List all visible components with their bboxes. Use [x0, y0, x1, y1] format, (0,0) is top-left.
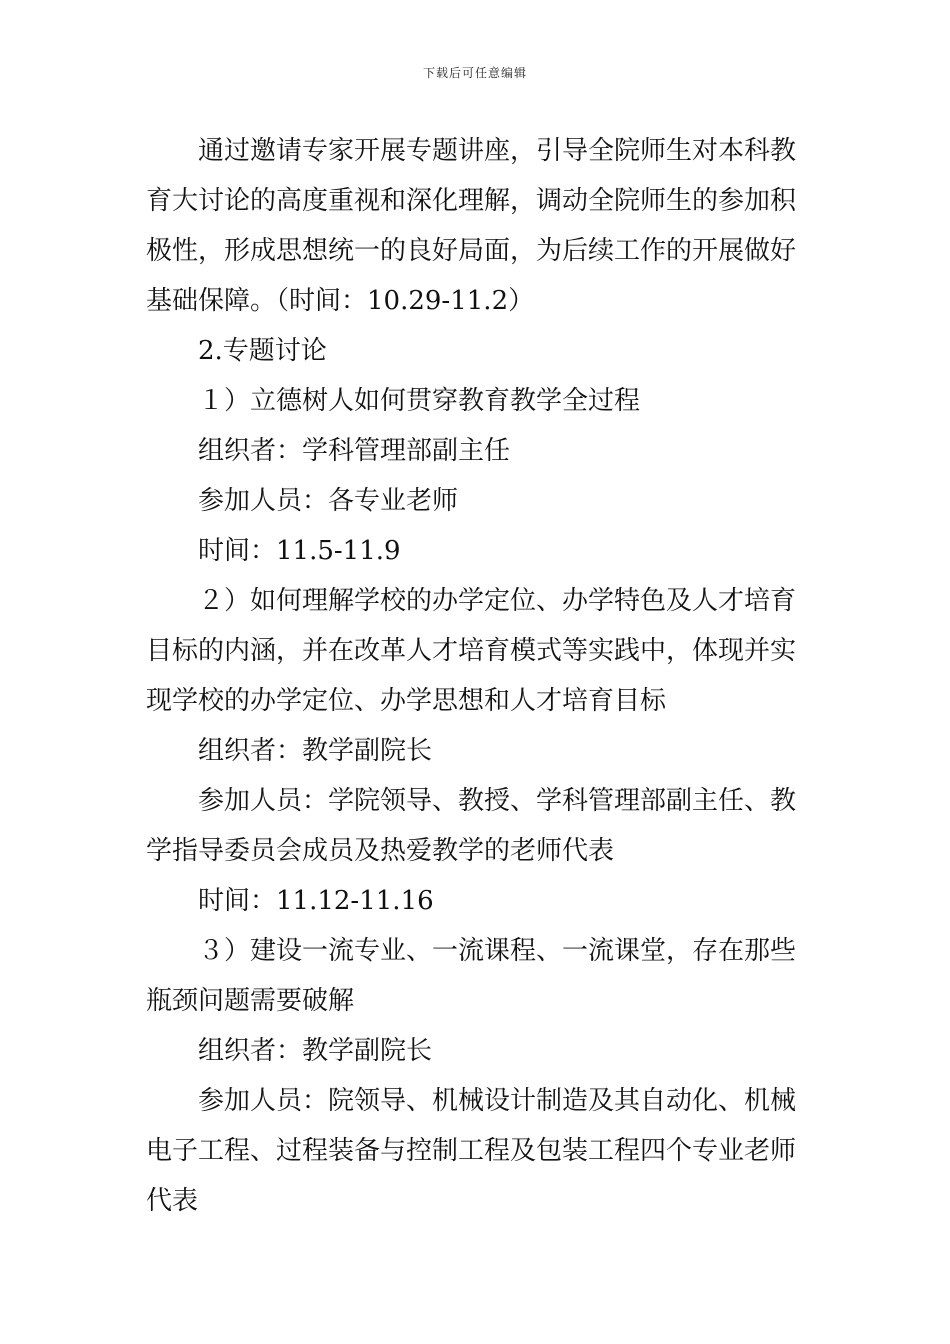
text-line: 极性，形成思想统一的良好局面，为后续工作的开展做好: [146, 236, 797, 266]
topic-2-time: 时间：11.12-11.16: [198, 886, 434, 916]
topic-3-organizer: 组织者：教学副院长: [198, 1036, 433, 1066]
document-body: [146, 126, 810, 1226]
topic-2-title-cont: 现学校的办学定位、办学思想和人才培育目标: [146, 686, 667, 716]
topic-3-participants-cont: 电子工程、过程装备与控制工程及包装工程四个专业老师: [146, 1136, 797, 1166]
topic-1-organizer: 组织者：学科管理部副主任: [198, 436, 511, 466]
topic-3-title-cont: 瓶颈问题需要破解: [146, 986, 355, 1016]
topic-2-participants: 参加人员：学院领导、教授、学科管理部副主任、教: [198, 786, 797, 816]
topic-2-title: ２）如何理解学校的办学定位、办学特色及人才培育: [198, 586, 797, 616]
text-line: 基础保障。（时间：10.29-11.2）: [146, 286, 535, 316]
topic-2-participants-cont: 学指导委员会成员及热爱教学的老师代表: [146, 836, 615, 866]
section-heading: 2.专题讨论: [198, 336, 327, 366]
topic-3-participants: 参加人员：院领导、机械设计制造及其自动化、机械: [198, 1086, 797, 1116]
topic-2-title-cont: 目标的内涵，并在改革人才培育模式等实践中，体现并实: [146, 636, 797, 666]
topic-1-participants: 参加人员：各专业老师: [198, 486, 459, 516]
topic-3-title: ３）建设一流专业、一流课程、一流课堂，存在那些: [198, 936, 797, 966]
text-line: 通过邀请专家开展专题讲座，引导全院师生对本科教: [198, 136, 797, 166]
topic-2-organizer: 组织者：教学副院长: [198, 736, 433, 766]
topic-1-time: 时间：11.5-11.9: [198, 536, 401, 566]
topic-3-participants-cont: 代表: [146, 1186, 199, 1216]
page-header-note: 下载后可任意编辑: [422, 66, 527, 80]
text-line: 育大讨论的高度重视和深化理解，调动全院师生的参加积: [146, 186, 797, 216]
topic-1-title: １）立德树人如何贯穿教育教学全过程: [198, 386, 641, 416]
